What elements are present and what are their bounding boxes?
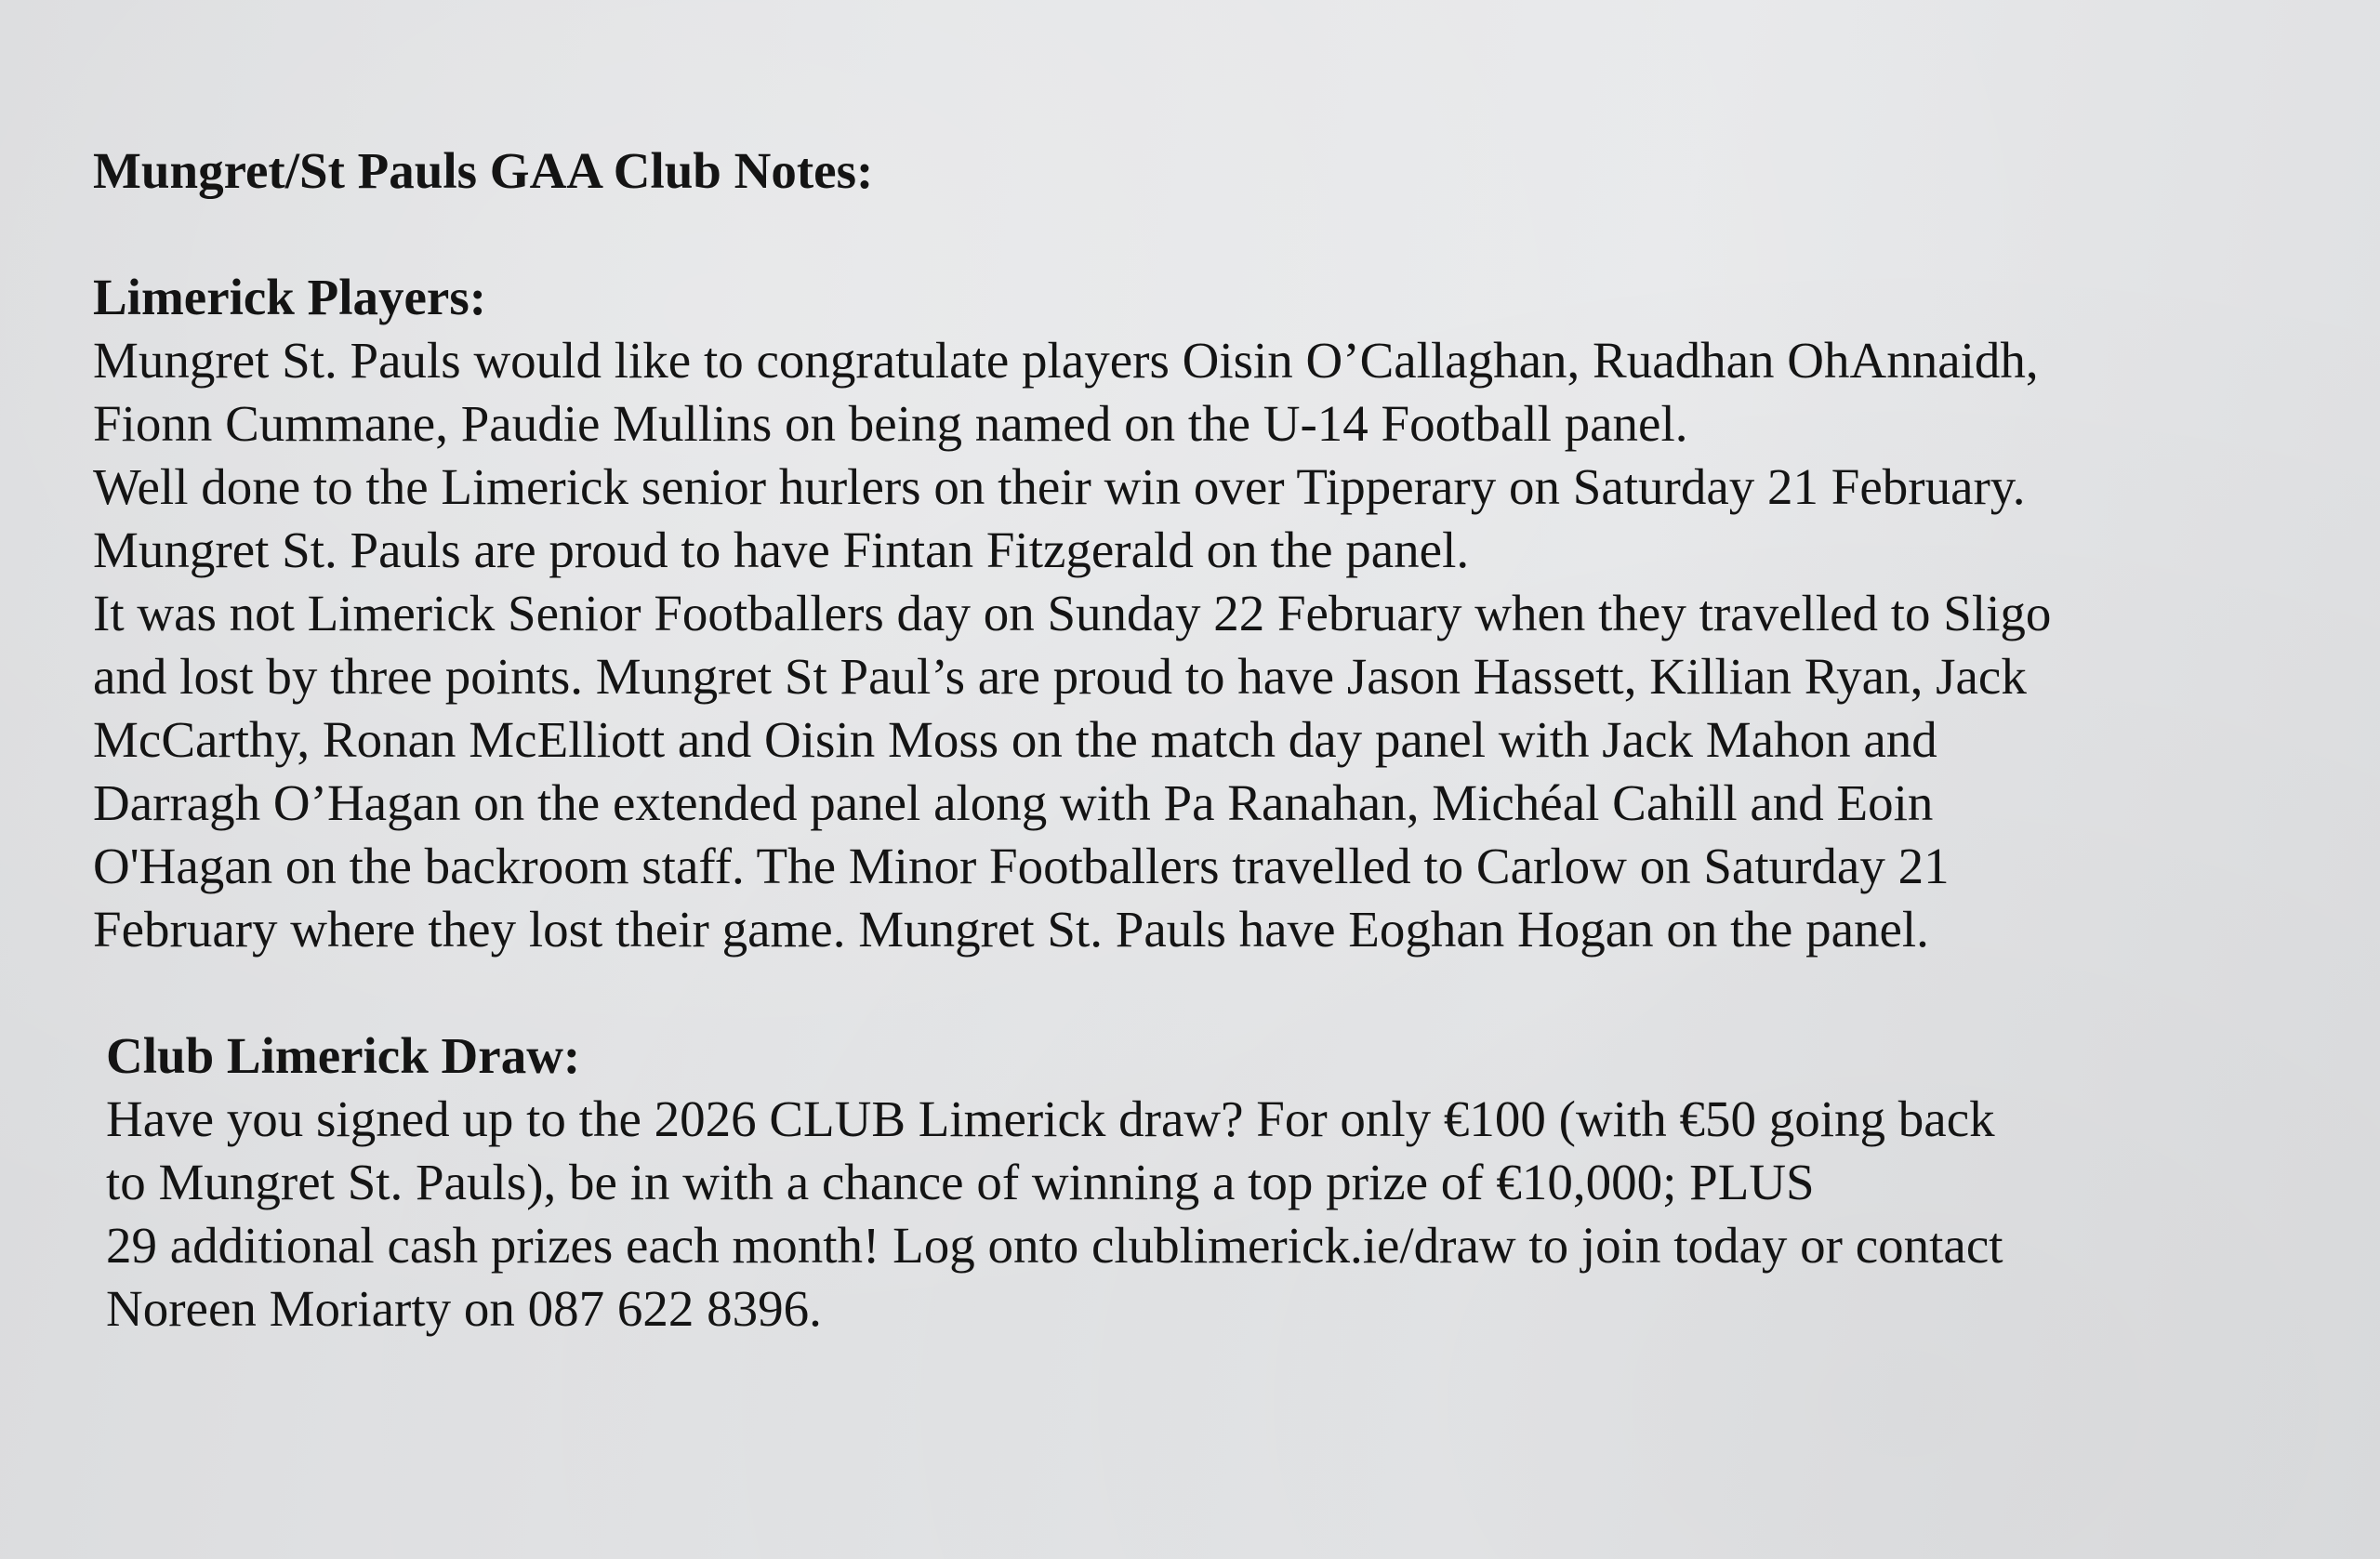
paragraph-line: February where they lost their game. Mungret St. Pauls have Eoghan Hogan on the panel. [93,901,1929,958]
paragraph-line: It was not Limerick Senior Footballers day on Sunday 22 February when they travelled to Sligo [93,585,2052,641]
paragraph-line: to Mungret St. Pauls), be in with a chance of winning a top prize of €10,000; PLUS [106,1154,1815,1210]
club-notes [93,139,2231,1341]
paragraph-line: Fionn Cummane, Paudie Mullins on being named on the U-14 Football panel. [93,395,1688,452]
paragraph-line: and lost by three points. Mungret St Paul’s are proud to have Jason Hassett, Killian Ryan, Jack [93,648,2027,705]
paragraph-line: Noreen Moriarty on 087 622 8396. [106,1280,822,1337]
paragraph-line: Mungret St. Pauls would like to congratulate players Oisin O’Callaghan, Ruadhan OhAnnaidh, [93,332,2039,389]
paragraph-line: Darragh O’Hagan on the extended panel along with Pa Ranahan, Michéal Cahill and Eoin [93,774,1934,831]
section-club-limerick-draw [106,1024,2231,1341]
paragraph-line: McCarthy, Ronan McElliott and Oisin Moss on the match day panel with Jack Mahon and [93,711,1937,768]
section-heading: Limerick Players: [93,269,487,325]
paragraph-line: 29 additional cash prizes each month! Log onto clublimerick.ie/draw to join today or contact [106,1217,2003,1274]
paragraph-line: Mungret St. Pauls are proud to have Fintan Fitzgerald on the panel. [93,522,1470,578]
section-limerick-players [93,266,2231,961]
section-spacer [93,961,2231,1024]
section-heading: Club Limerick Draw: [106,1027,581,1084]
paragraph-line: Have you signed up to the 2026 CLUB Limerick draw? For only €100 (with €50 going back [106,1090,1995,1147]
document-title: Mungret/St Pauls GAA Club Notes: [93,142,874,199]
paragraph-line: O'Hagan on the backroom staff. The Minor Footballers travelled to Carlow on Saturday 21 [93,838,1950,894]
paragraph-line: Well done to the Limerick senior hurlers on their win over Tipperary on Saturday 21 February. [93,458,2026,515]
